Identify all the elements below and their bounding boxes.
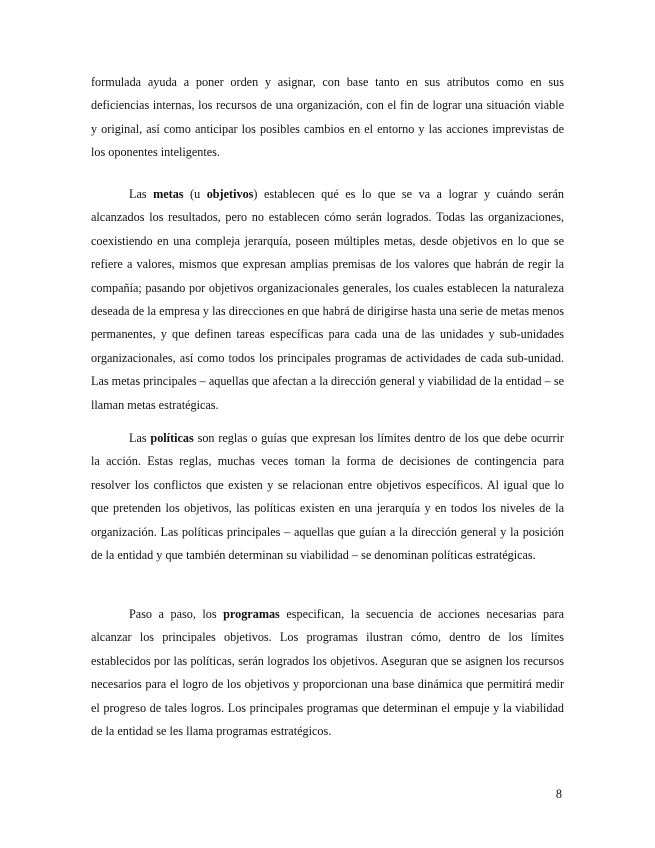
paragraph-text-segment: ) establecen qué es lo que se va a lograr y cuándo serán alcanzados los resultados, pero no establecen cómo serán logrados. Todas las organizaciones, coexistiendo en una compleja jerarquía, poseen múltiples metas, desde objetivos en lo que se refiere a valores, mismos que expresan amplias premisas de los valores que habrán de regir la compañía; pasando por objetivos organizacionales generales, los cuales establecen la naturaleza deseada de la empresa y las direcciones en que habrá de dirigirse hasta una serie de metas menos permanentes, y que definen tareas específicas para cada una de las unidades y sub-unidades organizacionales, así como todos los principales programas de actividades de cada sub-unidad. Las metas principales – aquellas que afectan a la dirección general y viabilidad de la entidad – se llaman metas estratégicas. xyxy=(91,187,564,412)
term-metas: metas xyxy=(153,187,184,201)
term-programas: programas xyxy=(223,607,280,621)
paragraph-text xyxy=(91,427,564,567)
term-politicas: políticas xyxy=(150,431,194,445)
paragraph-text-segment: formulada ayuda a poner orden y asignar, con base tanto en sus atributos como en sus deficiencias internas, los recursos de una organización, con el fin de lograr una situación viable y original, así como anticipar los posibles cambios en el entorno y las acciones imprevistas de los oponentes inteligentes. xyxy=(91,75,564,160)
paragraph-intro-continuation xyxy=(91,71,564,165)
paragraph-programas xyxy=(91,603,564,743)
paragraph-text-segment: Las xyxy=(129,431,151,445)
paragraph-text-segment: Las xyxy=(129,187,154,201)
paragraph-text xyxy=(91,603,564,743)
paragraph-text xyxy=(91,183,564,417)
paragraph-politicas xyxy=(91,427,564,567)
page-number: 8 xyxy=(555,787,562,801)
paragraph-metas xyxy=(91,183,564,417)
term-objetivos: objetivos xyxy=(206,187,254,201)
paragraph-text-segment: son reglas o guías que expresan los límites dentro de los que debe ocurrir la acción. Estas reglas, muchas veces toman la forma de decisiones de contingencia para resolver los conflictos que existen y se relacionan entre objetivos específicos. Al igual que lo que pretenden los objetivos, las políticas existen en una jerarquía y en todos los niveles de la organización. Las políticas principales – aquellas que guían a la dirección general y la posición de la entidad y que también determinan su viabilidad – se denominan políticas estratégicas. xyxy=(91,431,564,563)
paragraph-text-segment: (u xyxy=(183,187,207,201)
paragraph-text-segment: especifican, la secuencia de acciones necesarias para alcanzar los principales objetivos. Los programas ilustran cómo, dentro de los límites establecidos por las políticas, serán logrados los objetivos. Aseguran que se asignen los recursos necesarios para el logro de los objetivos y proporcionan una base dinámica que permitirá medir el progreso de tales logros. Los principales programas que determinan el empuje y la viabilidad de la entidad se les llama programas estratégicos. xyxy=(91,607,565,739)
paragraph-text xyxy=(91,71,564,165)
paragraph-text-segment: Paso a paso, los xyxy=(129,607,224,621)
